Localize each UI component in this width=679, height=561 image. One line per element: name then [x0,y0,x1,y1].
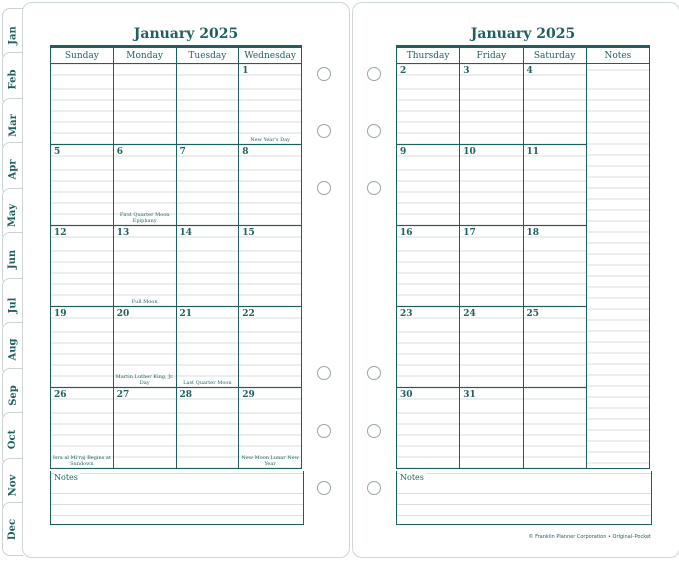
day-header: Tuesday [176,47,239,64]
day-cell[interactable] [523,145,586,226]
day-number: 4 [526,66,533,76]
day-cell[interactable] [523,64,586,145]
day-number: 19 [54,309,67,319]
day-number: 26 [54,390,67,400]
week-row [51,226,302,307]
day-cell[interactable] [51,307,114,388]
copyright-footer: © Franklin Planner Corporation • Original–Pocket [528,534,651,540]
day-number: 27 [116,390,130,400]
day-cell[interactable] [176,145,239,226]
day-header: Thursday [397,47,460,64]
notes-column[interactable] [586,64,649,469]
day-number: 20 [116,309,130,319]
day-number: 3 [463,66,470,76]
day-number: 10 [463,147,476,157]
day-event: Martin Luther King, Jr. Day [115,374,174,386]
day-number: 11 [526,147,540,157]
day-number: 6 [116,147,124,157]
day-cell[interactable] [523,307,586,388]
right-notes-box[interactable] [396,471,652,525]
week-row [51,307,302,388]
day-cell[interactable] [239,388,302,469]
binder-hole [367,181,381,195]
right-calendar-grid [396,45,650,469]
month-tab-label: Mar [7,113,19,137]
day-cell[interactable] [51,145,114,226]
left-page-title: January 2025 [133,26,239,42]
binder-hole [367,481,381,495]
day-number: 7 [179,147,186,157]
week-row [51,145,302,226]
month-tab-label: Oct [7,429,19,449]
day-event: New Year's Day [250,137,290,143]
month-tab-dec[interactable] [2,502,23,556]
day-number: 16 [400,228,413,238]
binder-hole [317,366,331,380]
month-tab-label: Aug [7,337,19,361]
month-tab-label: Dec [7,518,19,540]
day-number: 2 [400,66,407,76]
week-row [397,64,650,145]
month-tab-label: Jan [7,25,19,45]
day-cell[interactable] [113,64,176,145]
month-tab-label: Feb [7,69,19,89]
day-header: Saturday [523,47,586,64]
day-cell[interactable] [113,145,176,226]
left-notes-box[interactable] [50,471,304,525]
day-number: 25 [526,309,540,319]
day-cell[interactable] [239,226,302,307]
day-number: 12 [54,228,67,238]
right-page [352,2,679,558]
day-event: New Moon Lunar New Year [241,455,299,467]
day-cell[interactable] [397,145,460,226]
day-event: Full Moon [131,299,158,305]
day-header: Friday [460,47,523,64]
day-number: 29 [242,390,255,400]
day-header: Monday [113,47,176,64]
day-header: Wednesday [239,47,302,64]
day-number: 23 [400,309,413,319]
day-cell[interactable] [176,64,239,145]
binder-hole [317,424,331,438]
binder-hole [367,67,381,81]
day-cell[interactable] [523,388,586,469]
day-event: Isra al Mi'raj Begins at Sundown [52,455,111,467]
day-cell[interactable] [51,226,114,307]
binder-hole [367,124,381,138]
day-cell[interactable] [523,226,586,307]
day-header: Notes [586,47,649,64]
day-event: First Quarter Moon Epiphany [119,212,170,224]
day-number: 30 [400,390,413,400]
day-number: 18 [526,228,540,238]
day-cell[interactable] [460,226,523,307]
day-number: 8 [242,147,249,157]
day-number: 13 [116,228,130,238]
right-notes-label: Notes [400,473,424,482]
day-cell[interactable] [460,307,523,388]
day-cell[interactable] [176,307,239,388]
day-cell[interactable] [397,226,460,307]
day-cell[interactable] [113,388,176,469]
day-cell[interactable] [51,388,114,469]
binder-hole [317,67,331,81]
day-cell[interactable] [460,64,523,145]
left-notes-label: Notes [54,473,78,482]
week-row [51,388,302,469]
day-cell[interactable] [397,307,460,388]
month-tabs [0,0,24,561]
day-number: 21 [179,309,193,319]
binder-hole [317,481,331,495]
day-cell[interactable] [397,64,460,145]
day-cell[interactable] [460,388,523,469]
month-tab-label: May [7,203,19,227]
binder-hole [317,124,331,138]
month-tab-label: Nov [7,474,19,496]
day-event: Last Quarter Moon [183,380,232,386]
day-number: 15 [242,228,255,238]
day-cell[interactable] [397,388,460,469]
day-number: 17 [463,228,476,238]
week-row [51,64,302,145]
month-tab-label: Sep [7,384,19,406]
day-number: 1 [242,66,249,76]
day-number: 31 [463,390,476,400]
binder-hole [367,366,381,380]
day-cell[interactable] [113,307,176,388]
day-cell[interactable] [176,388,239,469]
day-cell[interactable] [113,226,176,307]
day-cell[interactable] [460,145,523,226]
day-cell[interactable] [239,145,302,226]
left-page [22,2,350,558]
day-cell[interactable] [176,226,239,307]
left-calendar-grid [50,45,302,469]
day-number: 28 [179,390,193,400]
month-tab-label: Jul [7,297,19,313]
right-page-title: January 2025 [470,26,576,42]
month-tab-label: Apr [7,158,19,180]
day-number: 5 [54,147,61,157]
day-number: 9 [400,147,407,157]
day-number: 14 [179,228,193,238]
day-number: 22 [242,309,255,319]
day-header: Sunday [51,47,114,64]
binder-hole [367,424,381,438]
day-cell[interactable] [239,64,302,145]
month-tab-label: Jun [7,249,19,269]
day-cell[interactable] [51,64,114,145]
binder-hole [317,181,331,195]
day-number: 24 [463,309,476,319]
day-cell[interactable] [239,307,302,388]
